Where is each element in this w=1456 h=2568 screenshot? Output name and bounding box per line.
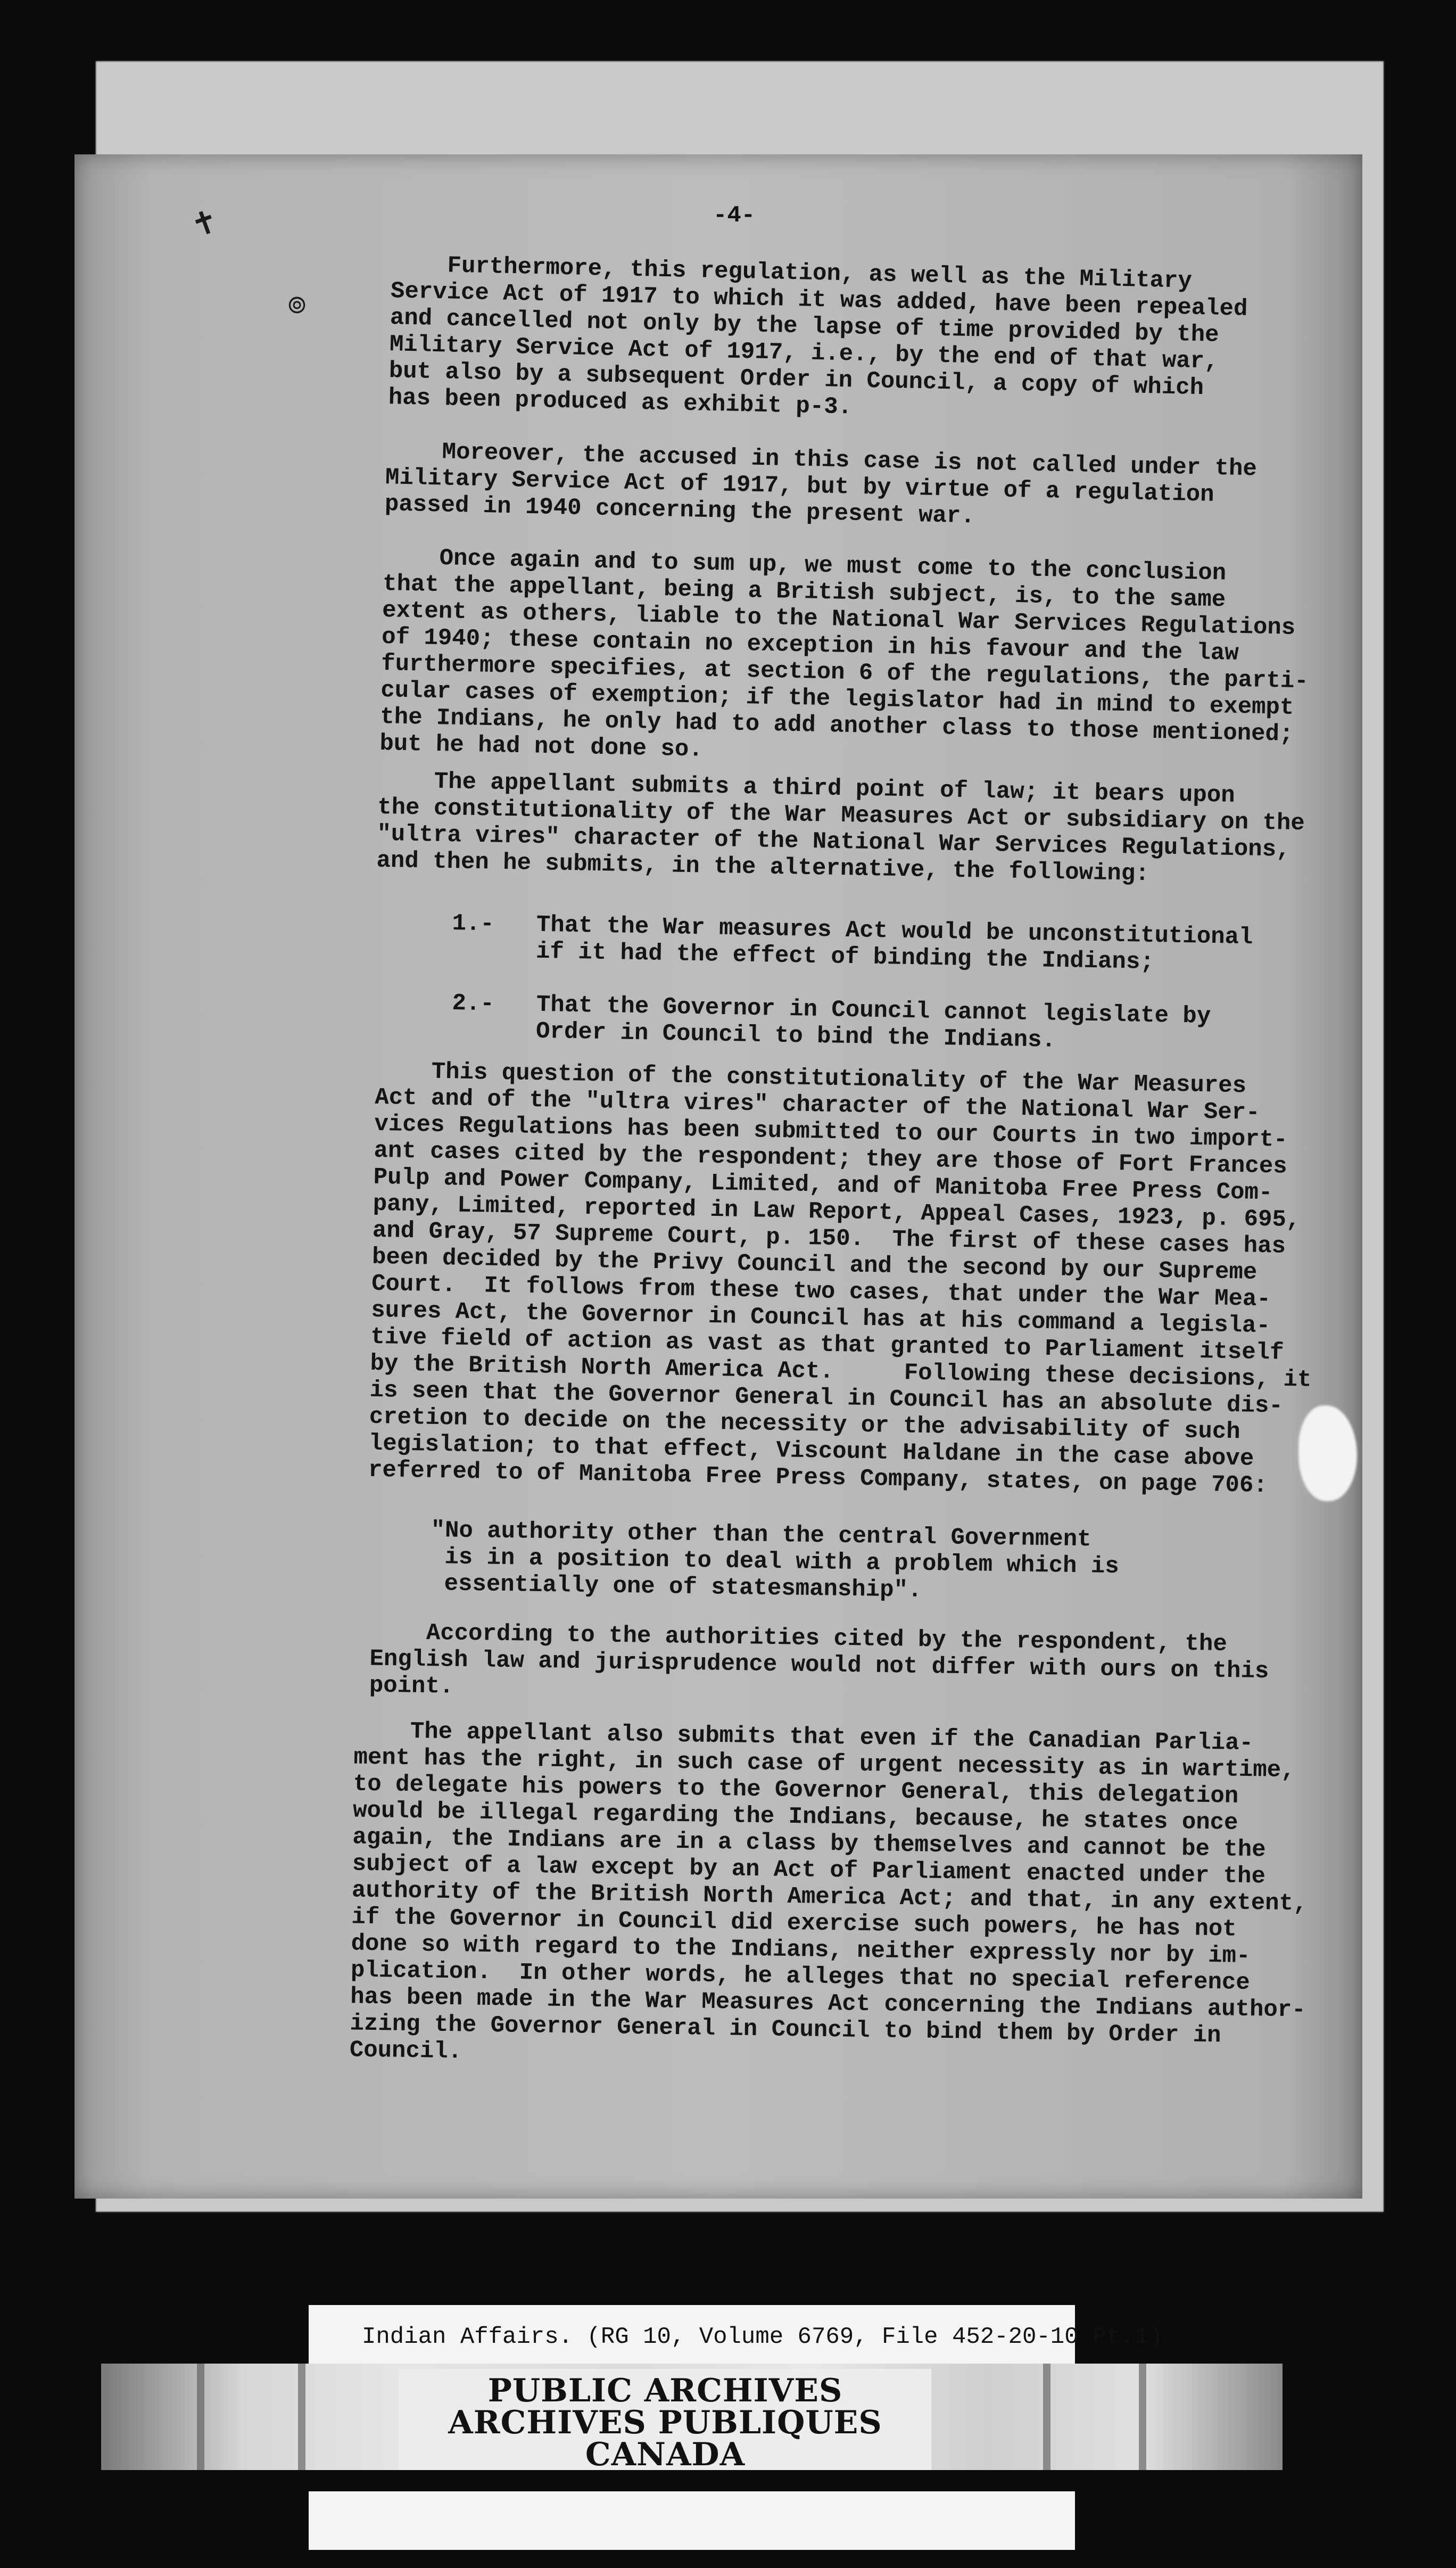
- punch-hole-icon: ๏: [287, 284, 307, 321]
- tape-seam: [1139, 2364, 1146, 2470]
- paragraph-conclusion: Once again and to sum up, we must come to the conclusion that the appellant, being a British subject, is, to the same extent as others, liable to the National War Services Regulations of 1940; these contain no exception in his favour and the law furthermore specifies, at section 6 of the regulations, the parti- cular cases of exemption; if the legislator had in mind to exempt the Indians, he only had to add another class to those mentioned; but he had not done so.: [323, 543, 1309, 763]
- paragraph-constitutionality: This question of the constitutionality of the War Measures Act and of the "ultra vires" character of the National War Ser- vices Regulations has been submitted to our Courts in two import- ant cases cited by the respondent; they are those of Fort Frances Pulp and Power Company, Limited, and of Manitoba Free Press Com- pany, Limited, reported in Law Report, Appeal Cases, 1923, p. 695, and Gray, 57 Supreme Court, p. 150. The first of these cases has been decided by the Privy Council and the second by our Supreme Court. It follows from these two cases, that under the War Mea- sures Act, the Governor in Council has at his command a legisla- tive field of action as vast as that granted to Parliament itself by the British North America Act. Following these decisions, it is seen that the Governor General in Council has an absolute dis- cretion to decide on the necessity or the advisability of such legislation; to that effect, Viscount Haldane in the case above referred to of Manitoba Free Press Company, states, on page 706:: [312, 1057, 1312, 1500]
- block-quote: "No authority other than the central Government is in a position to deal with a problem which is essentially one of statesmanship".: [429, 1517, 1119, 1604]
- paragraph-repeal: Furthermore, this regulation, as well as the Military Service Act of 1917 to which it was added, have been repealed and cancelled not only by the lapse of time provided by the Military Service Act of 1917, i.e., by the end of that war, but also by a subsequent Order in Council, a copy of which has been produced as exhibit p-3.: [332, 250, 1248, 421]
- list-item-1: 1.- That the War measures Act would be unconstitutional if it had the effect of binding the Indians;: [451, 910, 1253, 976]
- paragraph-third-point: The appellant submits a third point of law; it bears upon the constitutionality of the War Measures Act or subsidiary on the "ultra vires" character of the National War Services Regulations, and then he submits, in the alternative, the following:: [320, 767, 1305, 888]
- list-item-2: 2.- That the Governor in Council cannot legislate by Order in Council to bind the Indians.: [451, 990, 1211, 1054]
- margin-mark-icon: ✝: [186, 201, 224, 246]
- tape-seam: [1043, 2364, 1050, 2470]
- stamp-line-french: ARCHIVES PUBLIQUES: [448, 2404, 882, 2441]
- stamp-line-country: CANADA: [585, 2436, 746, 2473]
- tape-seam: [298, 2364, 305, 2470]
- tape-seam: [197, 2364, 204, 2470]
- paragraph-authorities: According to the authorities cited by the respondent, the English law and jurisprudence would not differ with ours on this point.: [312, 1618, 1269, 1700]
- page-number: -4-: [713, 202, 756, 229]
- paragraph-moreover: Moreover, the accused in this case is not called under the Military Service Act of 1917, but by virtue of a regulation passed in 1940 concerning the present war.: [328, 437, 1258, 530]
- bottom-label-strip: [309, 2491, 1075, 2550]
- paragraph-delegation: The appellant also submits that even if the Canadian Parlia- ment has the right, in such case of urgent necessity as in wartime, to delegate his powers to the Governor General, this delegation would be illegal regarding the Indians, because, he states once again, the Indians are in a class by themselves and cannot be the subject of a law except by an Act of Parliament enacted under the authority of the British North America Act; and that, in any extent, if the Governor in Council did exercise such powers, he has not done so with regard to the Indians, neither expressly nor by im- plication. In other words, he alleges that no special reference has been made in the War Measures Act concerning the Indians author- izing the Governor General in Council to bind them by Order in Council.: [293, 1717, 1308, 2065]
- stamp-line-english: PUBLIC ARCHIVES: [487, 2372, 843, 2409]
- archive-reference-label: Indian Affairs. (RG 10, Volume 6769, File 452-20-10 Pt.1): [362, 2324, 1163, 2350]
